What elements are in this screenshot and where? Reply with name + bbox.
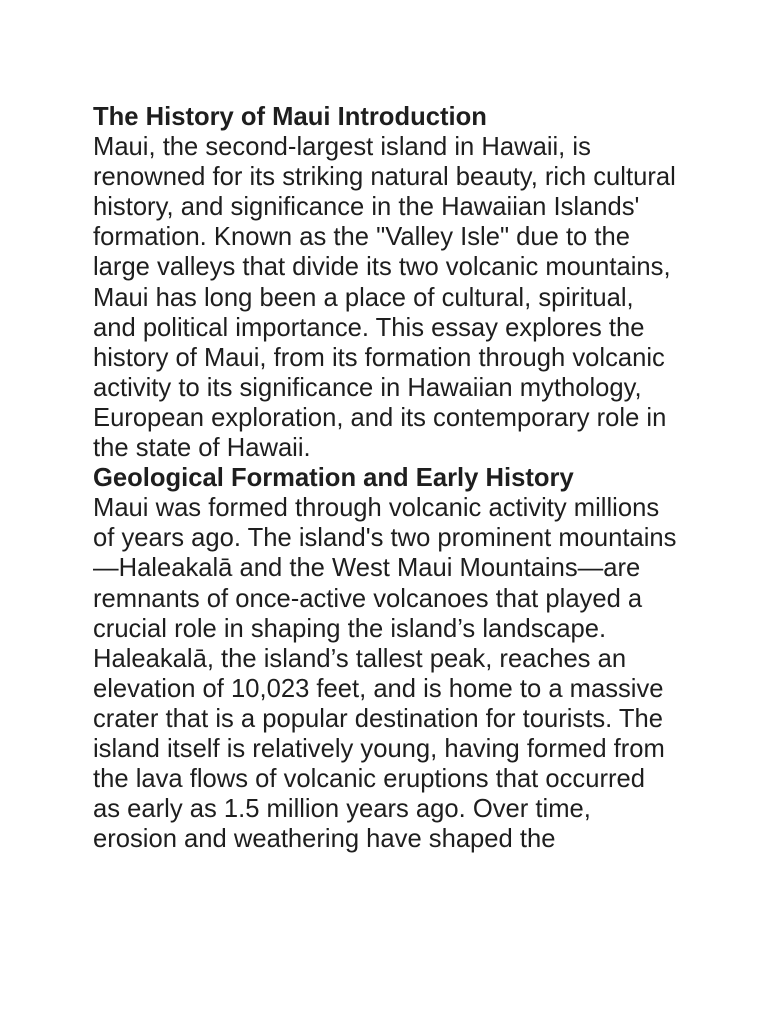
document-page <box>93 102 678 854</box>
section-body-introduction: Maui, the second-largest island in Hawaii, is renowned for its striking natural beauty, rich cultural history, and significance in the Hawaiian Islands' formation. Known as the "Valley Isle" due to the large valleys that divide its two volcanic mountains, Maui has long been a place of cultural, spiritual, and political importance. This essay explores the history of Maui, from its formation through volcanic activity to its significance in Hawaiian mythology, European exploration, and its contemporary role in the state of Hawaii. <box>93 133 676 463</box>
section-body-geological-formation: Maui was formed through volcanic activity millions of years ago. The island's two prominent mountains—Haleakalā and the West Maui Mountains—are remnants of once-active volcanoes that played a crucial role in shaping the island’s landscape. Haleakalā, the island’s tallest peak, reaches an elevation of 10,023 feet, and is home to a massive crater that is a popular destination for tourists. The island itself is relatively young, having formed from the lava flows of volcanic eruptions that occurred as early as 1.5 million years ago. Over time, erosion and weathering have shaped the <box>93 494 677 854</box>
section-heading-geological-formation: Geological Formation and Early History <box>93 464 574 493</box>
section-heading-introduction: The History of Maui Introduction <box>93 103 487 131</box>
